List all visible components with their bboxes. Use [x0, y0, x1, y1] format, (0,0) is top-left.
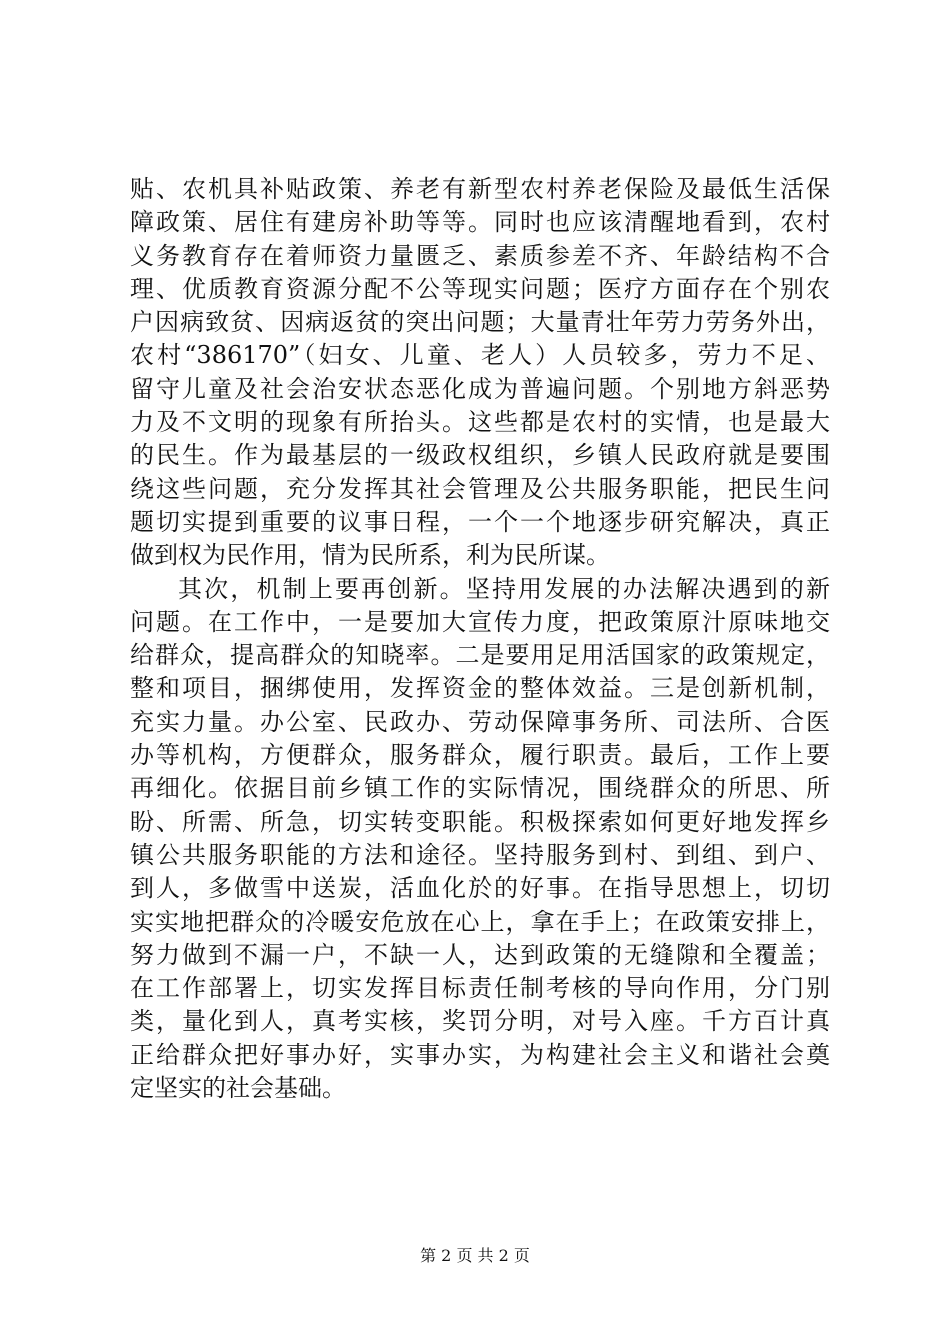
text-line: 留守儿童及社会治安状态恶化成为普遍问题。个别地方斜恶势	[130, 374, 830, 403]
text-line: 问题。在工作中，一是要加大宣传力度，把政策原汁原味地交	[130, 607, 830, 636]
text-line: 正给群众把好事办好，实事办实，为构建社会主义和谐社会奠	[130, 1040, 830, 1069]
text-line: 努力做到不漏一户，不缺一人，达到政策的无缝隙和全覆盖；	[130, 940, 830, 969]
text-line: 实实地把群众的冷暖安危放在心上，拿在手上；在政策安排上，	[130, 907, 830, 936]
text-line: 镇公共服务职能的方法和途径。坚持服务到村、到组、到户、	[130, 840, 830, 869]
text-line: 农村“386170”（妇女、儿童、老人）人员较多，劳力不足、	[130, 341, 830, 370]
text-line: 贴、农机具补贴政策、养老有新型农村养老保险及最低生活保	[130, 175, 830, 203]
text-line: 办等机构，方便群众，服务群众，履行职责。最后，工作上要	[130, 741, 830, 770]
text-line: 盼、所需、所急，切实转变职能。积极探索如何更好地发挥乡	[130, 807, 830, 836]
text-line: 整和项目，捆绑使用，发挥资金的整体效益。三是创新机制，	[130, 674, 830, 703]
text-line: 义务教育存在着师资力量匮乏、素质参差不齐、年龄结构不合	[130, 241, 830, 270]
text-line: 充实力量。办公室、民政办、劳动保障事务所、司法所、合医	[130, 707, 830, 736]
text-line: 在工作部署上，切实发挥目标责任制考核的导向作用，分门别	[130, 974, 830, 1003]
text-line: 障政策、居住有建房补助等等。同时也应该清醒地看到，农村	[130, 208, 830, 237]
text-line: 再细化。依据目前乡镇工作的实际情况，围绕群众的所思、所	[130, 774, 830, 803]
text-line: 定坚实的社会基础。	[130, 1074, 346, 1103]
body-text	[130, 173, 830, 1105]
text-line: 到人，多做雪中送炭，活血化於的好事。在指导思想上，切切	[130, 874, 830, 903]
page-number: 第 2 页 共 2 页	[420, 1246, 530, 1265]
text-line: 题切实提到重要的议事日程，一个一个地逐步研究解决，真正	[130, 507, 830, 536]
text-line: 类，量化到人，真考实核，奖罚分明，对号入座。千方百计真	[130, 1007, 830, 1036]
paragraph-first-line: 其次，机制上要再创新。坚持用发展的办法解决遇到的新	[178, 574, 830, 603]
text-line: 的民生。作为最基层的一级政权组织，乡镇人民政府就是要围	[130, 441, 830, 470]
text-line: 理、优质教育资源分配不公等现实问题；医疗方面存在个别农	[130, 274, 830, 303]
text-line: 绕这些问题，充分发挥其社会管理及公共服务职能，把民生问	[130, 474, 830, 503]
text-line: 力及不文明的现象有所抬头。这些都是农村的实情，也是最大	[130, 408, 830, 437]
text-line: 做到权为民作用，情为民所系，利为民所谋。	[130, 541, 610, 570]
text-line: 户因病致贫、因病返贫的突出问题；大量青壮年劳力劳务外出，	[130, 308, 830, 337]
text-line: 给群众，提高群众的知晓率。二是要用足用活国家的政策规定，	[130, 641, 830, 670]
page-footer	[0, 1243, 950, 1266]
